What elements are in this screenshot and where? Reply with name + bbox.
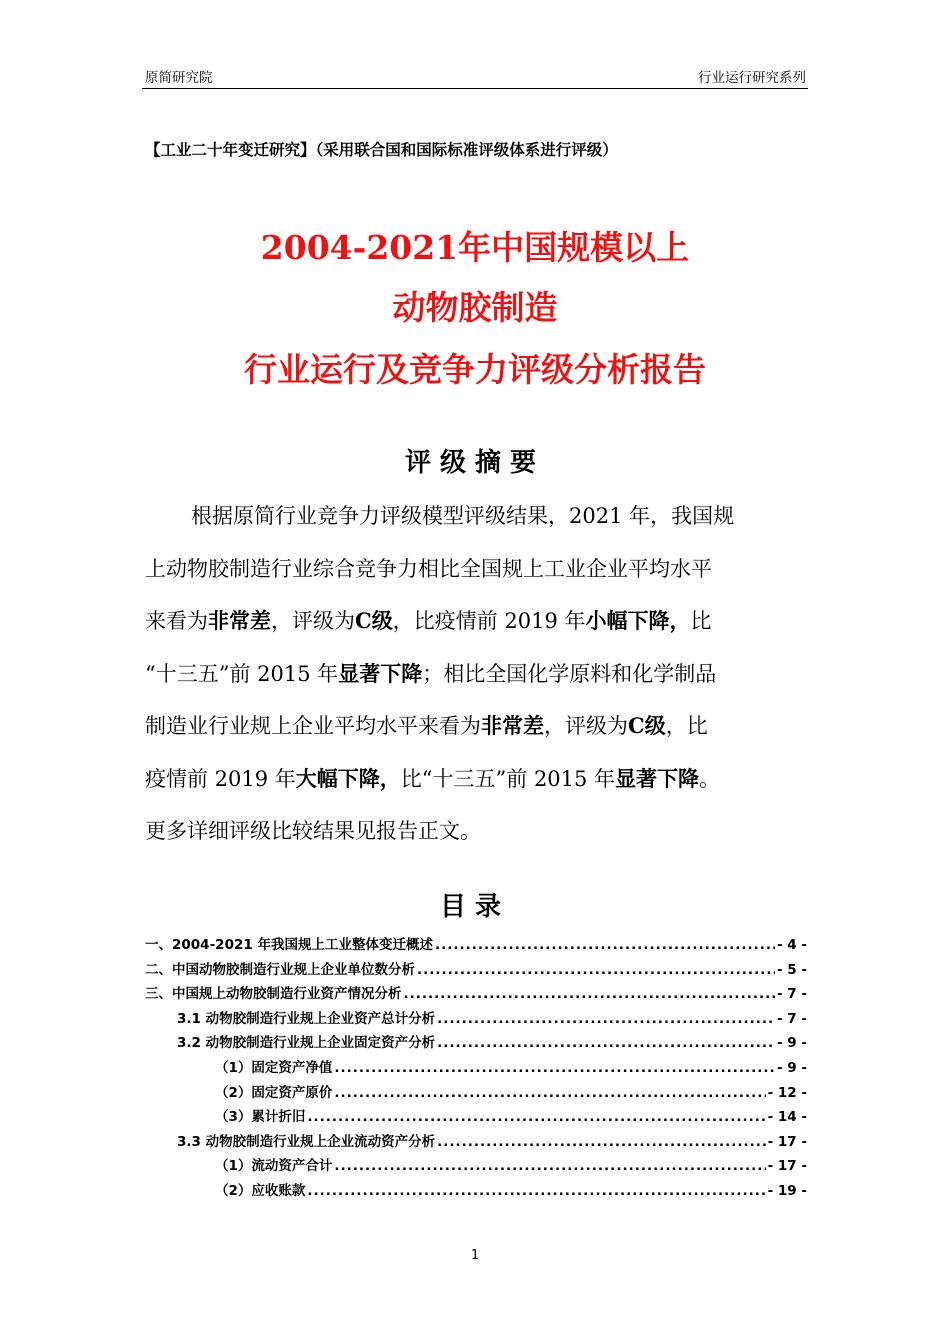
summary-line bbox=[145, 595, 805, 648]
toc-leader-dots bbox=[437, 1011, 775, 1027]
toc-entry-page: - 9 - bbox=[777, 1059, 807, 1076]
toc-entry[interactable] bbox=[145, 982, 807, 1007]
toc-entry-page: - 12 - bbox=[767, 1084, 807, 1101]
summary-text: 。 bbox=[699, 766, 721, 791]
toc-entry-page: - 4 - bbox=[777, 937, 807, 953]
toc-entry-page: - 7 - bbox=[777, 1010, 807, 1027]
summary-line bbox=[145, 805, 805, 858]
toc-leader-dots bbox=[437, 1035, 775, 1051]
report-title-line-2: 动物胶制造 bbox=[392, 288, 558, 327]
summary-paragraph bbox=[145, 490, 805, 858]
summary-text: 疫情前 2019 年 bbox=[145, 766, 296, 791]
toc-entry-label: 3.2 动物胶制造行业规上企业固定资产分析 bbox=[177, 1035, 436, 1052]
toc-entry[interactable] bbox=[145, 1105, 807, 1130]
header-left: 原简研究院 bbox=[145, 70, 213, 86]
header-divider bbox=[142, 88, 808, 89]
summary-emphasis: C级 bbox=[355, 608, 393, 633]
toc-leader-dots bbox=[307, 1109, 765, 1125]
summary-line bbox=[145, 490, 805, 543]
toc-leader-dots bbox=[437, 1134, 765, 1150]
toc-leader-dots bbox=[417, 962, 775, 978]
toc-entry-label: 3.1 动物胶制造行业规上企业资产总计分析 bbox=[177, 1010, 436, 1027]
summary-emphasis: 小幅下降， bbox=[585, 608, 691, 633]
header-right: 行业运行研究系列 bbox=[698, 70, 806, 86]
summary-heading: 评级摘要 bbox=[404, 448, 545, 478]
summary-text: 比 bbox=[690, 609, 712, 633]
toc-entry-page: - 9 - bbox=[777, 1035, 807, 1052]
toc-leader-dots bbox=[404, 986, 776, 1002]
summary-emphasis: 显著下降 bbox=[338, 660, 423, 686]
toc-entry[interactable] bbox=[145, 958, 807, 983]
toc-entry[interactable] bbox=[145, 1007, 807, 1032]
series-label: 【工业二十年变迁研究】（采用联合国和国际标准评级体系进行评级） bbox=[145, 141, 618, 159]
toc-leader-dots bbox=[334, 1085, 765, 1101]
toc-entry[interactable] bbox=[145, 1081, 807, 1106]
summary-text: “十三五”前 2015 年 bbox=[145, 661, 339, 686]
summary-text: 根据原简行业竞争力评级模型评级结果，2021 年，我国规 bbox=[191, 504, 735, 528]
toc-entry-label: 三、中国规上动物胶制造行业资产情况分析 bbox=[145, 986, 402, 1003]
summary-line bbox=[145, 648, 805, 701]
summary-text: ，比 bbox=[665, 714, 708, 738]
toc-entry-page: - 14 - bbox=[767, 1109, 807, 1126]
toc-entry-label: （3）累计折旧 bbox=[215, 1109, 306, 1126]
toc-leader-dots bbox=[334, 1158, 765, 1174]
toc-entry[interactable] bbox=[145, 933, 807, 958]
toc-leader-dots bbox=[307, 1183, 765, 1199]
page-number: 1 bbox=[470, 1248, 480, 1263]
toc-entry-label: 3.3 动物胶制造行业规上企业流动资产分析 bbox=[177, 1133, 436, 1150]
toc-heading: 目录 bbox=[439, 892, 510, 922]
summary-text: 来看为 bbox=[145, 609, 208, 633]
summary-text: ，比疫情前 2019 年 bbox=[392, 609, 586, 633]
toc-entry[interactable] bbox=[145, 1130, 807, 1155]
toc-entry[interactable] bbox=[145, 1179, 807, 1204]
report-title-line-1: 2004-2021年中国规模以上 bbox=[260, 228, 690, 267]
summary-line bbox=[145, 543, 805, 596]
toc-leader-dots bbox=[435, 937, 775, 953]
summary-line bbox=[145, 700, 805, 753]
summary-emphasis: C级 bbox=[628, 713, 666, 738]
table-of-contents bbox=[145, 933, 807, 1204]
toc-entry-label: （2）应收账款 bbox=[215, 1182, 306, 1199]
toc-entry-label: （1）流动资产合计 bbox=[215, 1158, 333, 1175]
toc-entry[interactable] bbox=[145, 1031, 807, 1056]
summary-text: ，评级为 bbox=[271, 609, 355, 633]
toc-entry-page: - 7 - bbox=[777, 986, 807, 1003]
summary-text: ；相比全国化学原料和化学制品 bbox=[422, 661, 717, 686]
report-title-line-3: 行业运行及竞争力评级分析报告 bbox=[244, 350, 706, 389]
toc-entry-page: - 17 - bbox=[767, 1158, 807, 1175]
toc-entry-label: （1）固定资产净值 bbox=[215, 1059, 333, 1076]
summary-text: 比“十三五”前 2015 年 bbox=[400, 766, 616, 791]
summary-line bbox=[145, 753, 805, 806]
toc-leader-dots bbox=[334, 1060, 775, 1076]
summary-emphasis: 显著下降 bbox=[615, 765, 700, 791]
toc-entry-page: - 19 - bbox=[767, 1182, 807, 1199]
toc-entry-page: - 17 - bbox=[767, 1133, 807, 1150]
summary-emphasis: 非常差 bbox=[208, 608, 271, 633]
toc-entry-label: 二、中国动物胶制造行业规上企业单位数分析 bbox=[145, 961, 415, 978]
summary-emphasis: 大幅下降， bbox=[295, 765, 401, 791]
toc-entry-label: （2）固定资产原价 bbox=[215, 1084, 333, 1101]
summary-emphasis: 非常差 bbox=[481, 713, 544, 738]
summary-text: 上动物胶制造行业综合竞争力相比全国规上工业企业平均水平 bbox=[145, 556, 712, 581]
summary-text: 更多详细评级比较结果见报告正文。 bbox=[145, 819, 481, 843]
toc-entry[interactable] bbox=[145, 1154, 807, 1179]
toc-entry-page: - 5 - bbox=[777, 961, 807, 978]
summary-text: 制造业行业规上企业平均水平来看为 bbox=[145, 714, 481, 738]
toc-entry[interactable] bbox=[145, 1056, 807, 1081]
toc-entry-label: 一、2004-2021 年我国规上工业整体变迁概述 bbox=[145, 937, 433, 953]
summary-text: ，评级为 bbox=[544, 714, 628, 738]
